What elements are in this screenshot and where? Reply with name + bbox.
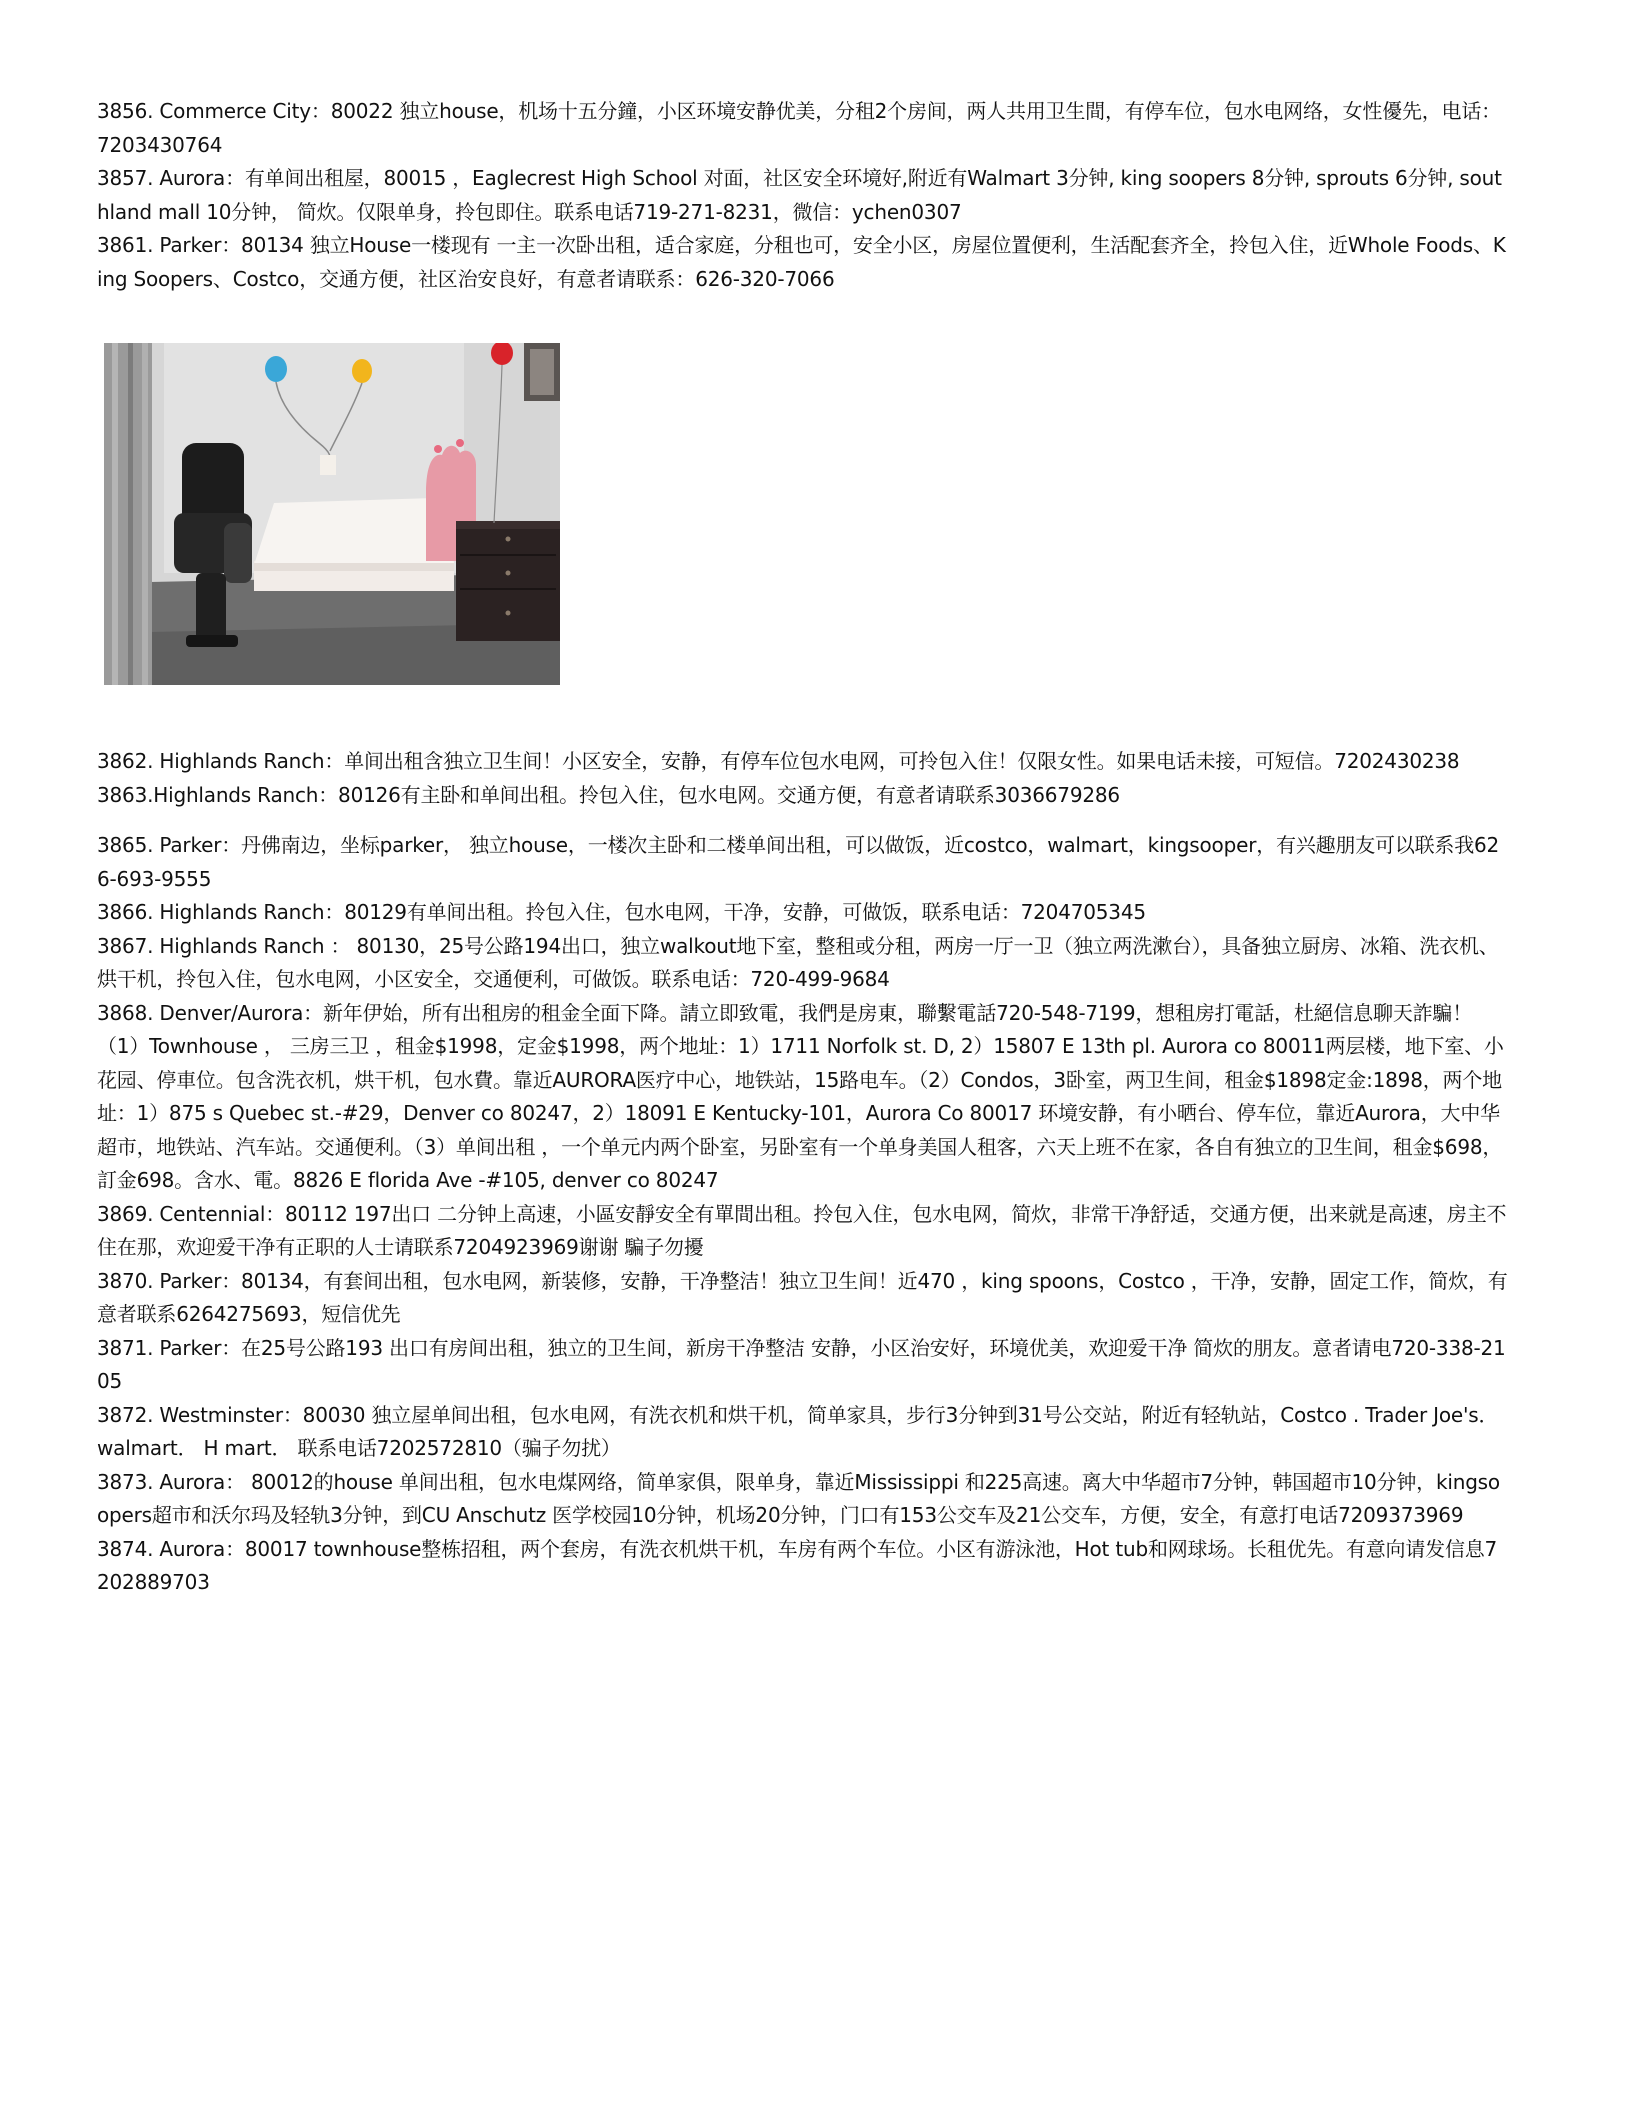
listing-3856: 3856. Commerce City：80022 独立house，机场十五分鐘，小区环境安静优美，分租2个房间，两人共用卫生間，有停车位，包水电网络，女性優先，电话：7203430764	[97, 99, 1501, 157]
listing-3865: 3865. Parker：丹佛南边，坐标parker， 独立house，一楼次主卧和二楼单间出租，可以做饭，近costco，walmart，kingsooper，有兴趣朋友可以联系我626-693-9555	[97, 833, 1500, 891]
listing-3871: 3871. Parker：在25号公路193 出口有房间出租，独立的卫生间，新房干净整洁 安静，小区治安好，环境优美，欢迎爱干净 简炊的朋友。意者请电720-338-2105	[97, 1335, 1506, 1393]
listing-3868: 3868. Denver/Aurora：新年伊始，所有出租房的租金全面下降。請立即致電，我們是房東，聯繫電話720-548-7199，想租房打電話，杜絕信息聊天詐騙！（1）Townhouse ， 三房三卫 ，租金$1998，定金$1998，两个地址：1）1711 Norfolk st. D, 2）15807 E 13th pl. Aurora co 80011两层楼，地下室、小花园、停車位。包含洗衣机，烘干机，包水費。靠近AURORA医疗中心，地铁站，15路电车。（2）Condos，3卧室，两卫生间，租金$1898定金:1898，两个地址：1）875 s Quebec st.-#29，Denver co 80247，2）18091 E Kentucky-101，Aurora Co 80017 环境安静，有小晒台、停车位，靠近Aurora，大中华超市，地铁站、汽车站。交通便利。（3）单间出租 ，一个单元内两个卧室，另卧室有一个单身美国人租客，六天上班不在家，各自有独立的卫生间，租金$698，訂金698。含水、電。8826 E florida Ave -#105, denver co 80247	[97, 1000, 1504, 1192]
listing-3874: 3874. Aurora：80017 townhouse整栋招租，两个套房，有洗衣机烘干机，车房有两个车位。小区有游泳池，Hot tub和网球场。长租优先。有意向请发信息7202889703	[97, 1536, 1498, 1594]
bedroom-photo	[104, 343, 560, 685]
listing-3870: 3870. Parker：80134，有套间出租，包水电网，新装修，安静，干净整洁！独立卫生间！近470 ，king spoons，Costco ，干净，安静，固定工作，简炊，有意者联系6264275693，短信优先	[97, 1268, 1508, 1326]
section-spacer	[97, 812, 1509, 829]
listing-3866: 3866. Highlands Ranch：80129有单间出租。拎包入住，包水电网，干净，安静，可做饭，联系电话：7204705345	[97, 900, 1146, 924]
listing-3863: 3863.Highlands Ranch：80126有主卧和单间出租。拎包入住，包水电网。交通方便，有意者请联系3036679286	[97, 782, 1120, 807]
listing-3872: 3872. Westminster：80030 独立屋单间出租，包水电网，有洗衣机和烘干机，简单家具，步行3分钟到31号公交站，附近有轻轨站，Costco . Trader Joe's．walmart． H mart． 联系电话7202572810（骗子勿扰）	[97, 1402, 1499, 1460]
listing-3861: 3861. Parker：80134 独立House一楼现有 一主一次卧出租，适合家庭，分租也可，安全小区，房屋位置便利，生活配套齐全，拎包入住，近Whole Foods、King Soopers、Costco，交通方便，社区治安良好，有意者请联系：626-320-7066	[97, 233, 1506, 291]
listing-3873: 3873. Aurora： 80012的house 单间出租，包水电煤网络，简单家俱，限单身，靠近Mississippi 和225高速。离大中华超市7分钟，韩国超市10分钟，kingsoopers超市和沃尔玛及轻轨3分钟，到CU Anschutz 医学校园10分钟，机场20分钟，门口有153公交车及21公交车，方便，安全，有意打电话7209373969	[97, 1469, 1500, 1527]
listing-3867: 3867. Highlands Ranch ： 80130，25号公路194出口，独立walkout地下室，整租或分租，两房一厅一卫（独立两洗漱台），具备独立厨房、冰箱、洗衣机、烘干机，拎包入住，包水电网，小区安全，交通便利，可做饭。联系电话：720-499-9684	[97, 933, 1499, 991]
listing-3862: 3862. Highlands Ranch：单间出租含独立卫生间！小区安全，安静，有停车位包水电网，可拎包入住！仅限女性。如果电话未接，可短信。7202430238	[97, 749, 1460, 773]
listing-3857: 3857. Aurora：有单间出租屋，80015 ，Eaglecrest High School 对面，社区安全环境好,附近有Walmart 3分钟, king soopers 8分钟, sprouts 6分钟, southland mall 10分钟， 简炊。仅限单身，拎包即住。联系电话719-271-8231，微信：ychen0307	[97, 166, 1502, 224]
listings-page	[97, 95, 1509, 1600]
listing-3869: 3869. Centennial：80112 197出口 二分钟上高速，小區安靜安全有單間出租。拎包入住，包水电网，简炊，非常干净舒适，交通方便，出来就是高速，房主不住在那，欢迎爱干净有正职的人士请联系7204923969谢谢 騙子勿擾	[97, 1201, 1507, 1259]
